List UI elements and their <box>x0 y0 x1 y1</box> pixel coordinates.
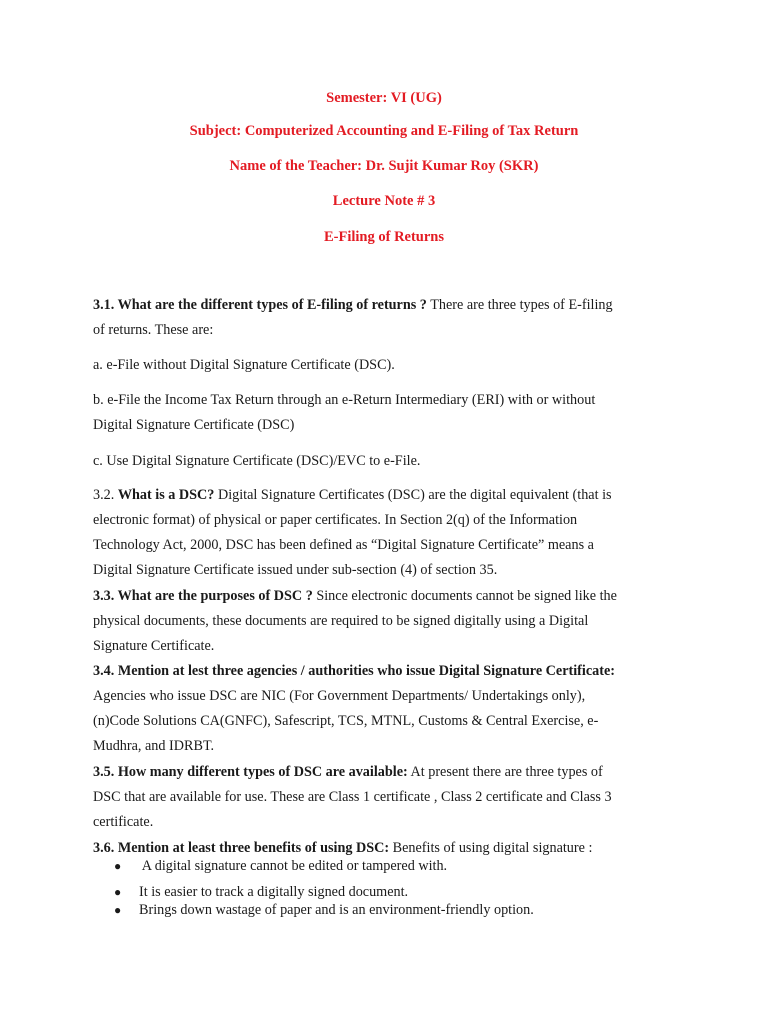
section-3-4-line-4: Mudhra, and IDRBT. <box>93 738 215 754</box>
bullet-dot-icon: ● <box>114 859 122 873</box>
bullet-text-3: Brings down wastage of paper and is an environment-friendly option. <box>139 902 534 918</box>
section-3-2-line-1 <box>93 483 653 508</box>
section-3-2-number: 3.2. <box>93 487 118 503</box>
section-3-2-line-4: Digital Signature Certificate issued under sub-section (4) of section 35. <box>93 562 498 578</box>
section-3-3 <box>93 584 653 659</box>
section-3-2-line-2: electronic format) of physical or paper certificates. In Section 2(q) of the Information <box>93 512 578 528</box>
section-3-4-line-2: Agencies who issue DSC are NIC (For Government Departments/ Undertakings only), <box>93 688 586 704</box>
bullet-text-2: It is easier to track a digitally signed document. <box>139 884 409 900</box>
section-3-4-line-1 <box>93 659 693 684</box>
list-item-c: c. Use Digital Signature Certificate (DSC)/EVC to e-File. <box>93 453 421 469</box>
teacher-heading: Name of the Teacher: Dr. Sujit Kumar Roy (SKR) <box>229 158 539 174</box>
section-3-4 <box>93 659 693 759</box>
section-3-5-line-1 <box>93 760 693 785</box>
list-item-b <box>93 388 653 438</box>
section-3-3-line-3: Signature Certificate. <box>93 638 215 654</box>
section-3-2-answer-start: Digital Signature Certificates (DSC) are the digital equivalent (that is <box>214 487 612 503</box>
section-3-2-question: What is a DSC? <box>117 487 215 503</box>
section-3-1-line-2: of returns. These are: <box>93 322 214 338</box>
section-3-5 <box>93 760 693 835</box>
list-item-a: a. e-File without Digital Signature Certificate (DSC). <box>93 357 395 373</box>
section-3-6-answer-start: Benefits of using digital signature : <box>389 840 593 856</box>
lecture-heading: Lecture Note # 3 <box>332 193 436 209</box>
section-3-2-line-3: Technology Act, 2000, DSC has been defined as “Digital Signature Certificate” means a <box>93 537 594 553</box>
bullet-text-1: A digital signature cannot be edited or tampered with. <box>139 858 448 874</box>
section-3-5-question: 3.5. How many different types of DSC are available: <box>93 764 408 780</box>
topic-heading: E-Filing of Returns <box>323 229 445 245</box>
section-3-1-answer-start: There are three types of E-filing <box>426 297 613 313</box>
section-3-1-question: 3.1. What are the different types of E-filing of returns ? <box>93 297 427 313</box>
list-item-b-line-2: Digital Signature Certificate (DSC) <box>93 417 295 433</box>
section-3-5-line-3: certificate. <box>93 814 154 830</box>
section-3-3-line-1 <box>93 584 653 609</box>
section-3-4-line-3: (n)Code Solutions CA(GNFC), Safescript, TCS, MTNL, Customs & Central Exercise, e- <box>93 713 599 729</box>
bullet-item-2 <box>114 883 674 901</box>
section-3-4-question: 3.4. Mention at lest three agencies / authorities who issue Digital Signature Certificate: <box>93 663 615 679</box>
section-3-3-answer-start: Since electronic documents cannot be signed like the <box>312 588 617 604</box>
section-3-2 <box>93 483 653 583</box>
bullet-item-3 <box>114 901 674 919</box>
section-3-6-question: 3.6. Mention at least three benefits of using DSC: <box>93 840 390 856</box>
bullet-dot-icon: ● <box>114 885 122 899</box>
section-3-3-question: 3.3. What are the purposes of DSC ? <box>93 588 313 604</box>
bullet-item-1 <box>114 857 674 875</box>
section-3-3-line-2: physical documents, these documents are required to be signed digitally using a Digital <box>93 613 589 629</box>
bullet-dot-icon: ● <box>114 903 122 917</box>
section-3-5-answer-start: At present there are three types of <box>407 764 603 780</box>
subject-heading: Subject: Computerized Accounting and E-Filing of Tax Return <box>189 123 579 139</box>
section-3-5-line-2: DSC that are available for use. These are Class 1 certificate , Class 2 certificate and Class 3 <box>93 789 612 805</box>
list-item-b-line-1: b. e-File the Income Tax Return through an e-Return Intermediary (ERI) with or without <box>93 392 596 408</box>
semester-heading: Semester: VI (UG) <box>326 90 442 106</box>
section-3-1-line-1 <box>93 293 653 318</box>
section-3-1 <box>93 293 653 343</box>
